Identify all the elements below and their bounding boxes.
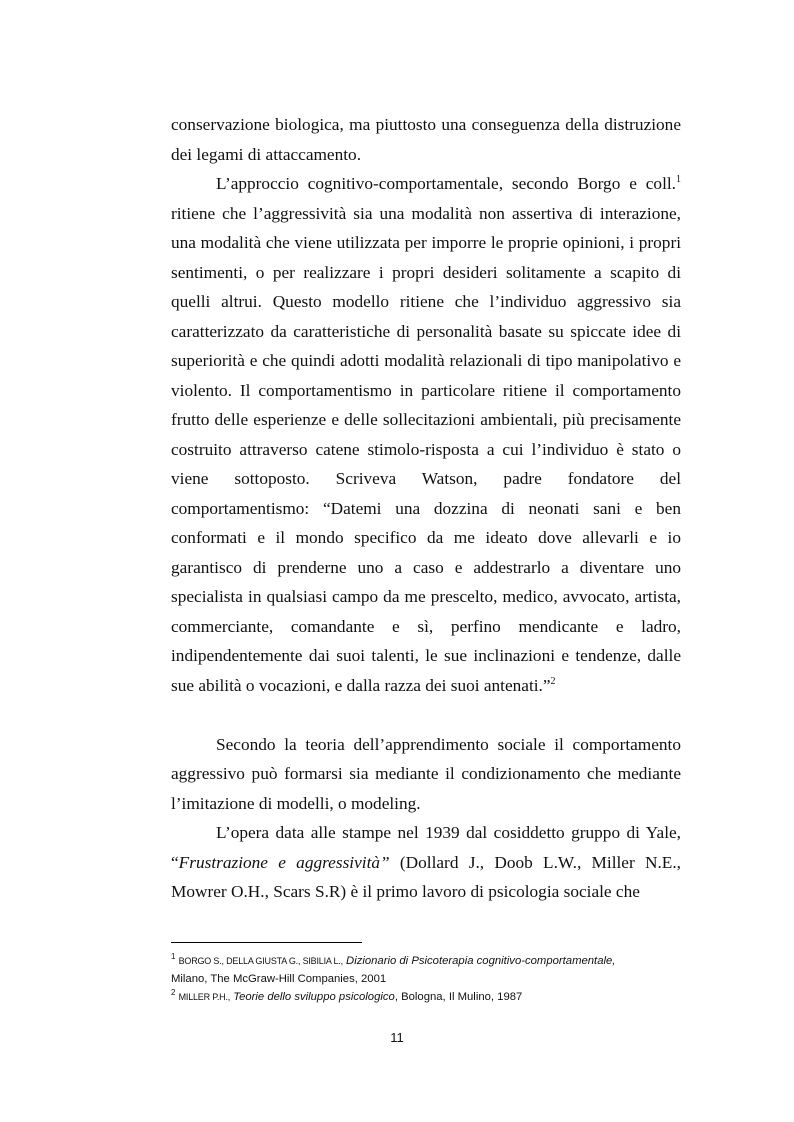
footnotes bbox=[171, 952, 691, 1006]
paragraph-2: L’approccio cognitivo-comportamentale, secondo Borgo e coll.$^1$ ritiene che l’aggressività sia una modalità non assertiva di interazione, una modalità che viene utilizzata per imporre le proprie opinioni, i propri sentimenti, o per realizzare i propri desideri solitamente a scapito di quelli altrui. Questo modello ritiene che l’individuo aggressivo sia caratterizzato da caratteristiche di personalità basate su spiccate idee di superiorità e che quindi adotti modalità relazionali di tipo manipolativo e violento. Il comportamentismo in particolare ritiene il comportamento frutto delle esperienze e delle sollecitazioni ambientali, più precisamente costruito attraverso catene stimolo-risposta a cui l’individuo è stato o viene sottoposto. Scriveva Watson, padre fondatore del comportamentismo: “Datemi una dozzina di neonati sani e ben conformati e il mondo specifico da me ideato dove allevarli e io garantisco di prenderne uno a caso e addestrarlo a diventare uno specialista in qualsiasi campo da me prescelto, medico, avvocato, artista, commerciante, comandante e sì, perfino mendicante e ladro, indipendentemente dai suoi talenti, le sue inclinazioni e tendenze, dalle sue abilità o vocazioni, e dalla razza dei suoi antenati.”$^2$ bbox=[171, 174, 681, 695]
page-number: 11 bbox=[390, 1030, 404, 1045]
footnote-ref-2[interactable]: 2 bbox=[550, 675, 556, 687]
footnote-ref-1[interactable]: 1 bbox=[676, 174, 681, 185]
paragraph-1: conservazione biologica, ma piuttosto una conseguenza della distruzione dei legami di attaccamento. bbox=[171, 115, 681, 164]
footnote-1-title: Dizionario di Psicoterapia cognitivo-comportamentale, bbox=[346, 955, 616, 967]
body-text bbox=[171, 110, 681, 907]
book-title: Frustrazione e aggressività” bbox=[178, 852, 390, 872]
footnote-2-publisher: , Bologna, Il Mulino, 1987 bbox=[394, 991, 523, 1003]
footnote-2: $^2$ MILLER P.H., Teorie dello sviluppo psicologico, Bologna, Il Mulino, 1987 bbox=[171, 988, 523, 1003]
footnote-1-publisher: Milano, The McGraw-Hill Companies, 2001 bbox=[171, 973, 387, 985]
footnote-2-authors: MILLER P.H., bbox=[178, 992, 231, 1002]
footnote-1-authors: BORGO S., DELLA GIUSTA G., SIBILIA L., bbox=[178, 956, 343, 966]
paragraph-3: Secondo la teoria dell’apprendimento sociale il comportamento aggressivo può formarsi sia mediante il condizionamento che mediante l’imitazione di modelli, o modeling. bbox=[171, 734, 681, 813]
paragraph-4: L’opera data alle stampe nel 1939 dal cosiddetto gruppo di Yale, “Frustrazione e aggressività” (Dollard J., Doob L.W., Miller N.E., Mowrer O.H., Scars S.R) è il primo lavoro di psicologia sociale che bbox=[171, 823, 682, 901]
footnote-1: $^1$ BORGO S., DELLA GIUSTA G., SIBILIA L., Dizionario di Psicoterapia cognitivo-comportamentale, Milano, The McGraw-Hill Companies, 2001 bbox=[171, 952, 616, 985]
footnote-2-title: Teorie dello sviluppo psicologico bbox=[233, 991, 395, 1003]
footnote-separator bbox=[171, 942, 362, 943]
